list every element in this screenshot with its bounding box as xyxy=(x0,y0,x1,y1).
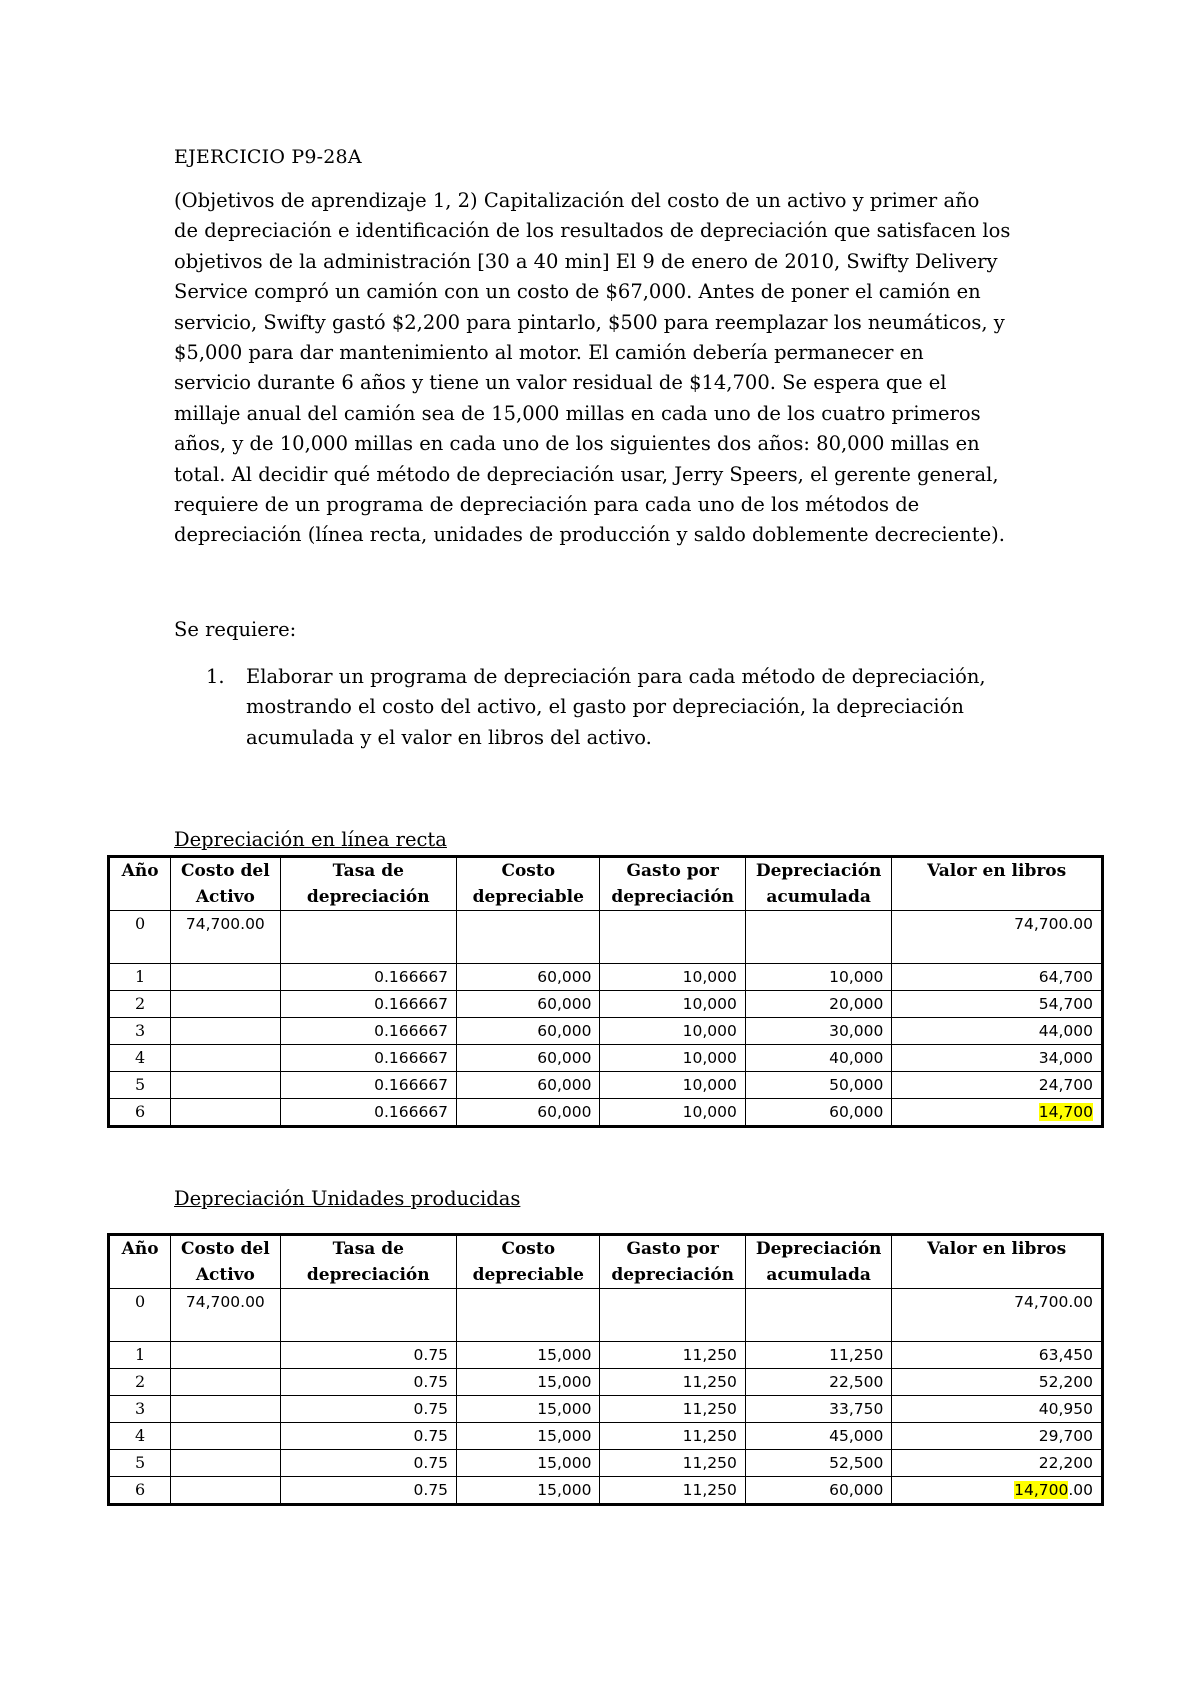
cell-expense: 11,250 xyxy=(600,1477,745,1505)
cell-depreciable-cost: 60,000 xyxy=(457,964,600,991)
cell-year: 5 xyxy=(109,1072,171,1099)
cell-accumulated: 60,000 xyxy=(745,1477,891,1505)
cell-accumulated: 20,000 xyxy=(745,991,891,1018)
cell-year: 0 xyxy=(109,911,171,964)
cell-year: 4 xyxy=(109,1423,171,1450)
table-row xyxy=(109,1423,1103,1450)
header-depreciable-cost: Costo depreciable xyxy=(457,857,600,911)
cell-depreciable-cost: 15,000 xyxy=(457,1342,600,1369)
cell-accumulated: 22,500 xyxy=(745,1369,891,1396)
cell-depreciable-cost: 15,000 xyxy=(457,1450,600,1477)
cell-year: 2 xyxy=(109,991,171,1018)
cell-depreciable-cost xyxy=(457,1289,600,1342)
exercise-title: EJERCICIO P9-28A xyxy=(174,146,362,168)
cell-depreciable-cost: 15,000 xyxy=(457,1477,600,1505)
cell-rate: 0.75 xyxy=(280,1423,457,1450)
cell-accumulated: 11,250 xyxy=(745,1342,891,1369)
cell-depreciable-cost: 60,000 xyxy=(457,1099,600,1127)
cell-depreciable-cost: 15,000 xyxy=(457,1369,600,1396)
cell-asset-cost xyxy=(171,1423,280,1450)
cell-book-value xyxy=(892,1477,1103,1505)
cell-accumulated: 50,000 xyxy=(745,1072,891,1099)
cell-year: 0 xyxy=(109,1289,171,1342)
book-value-suffix: .00 xyxy=(1068,1481,1093,1499)
header-depreciable-cost: Costo depreciable xyxy=(457,1235,600,1289)
cell-asset-cost: 74,700.00 xyxy=(171,911,280,964)
cell-rate: 0.75 xyxy=(280,1477,457,1505)
cell-year: 3 xyxy=(109,1396,171,1423)
cell-accumulated: 30,000 xyxy=(745,1018,891,1045)
header-book-value: Valor en libros xyxy=(892,857,1103,911)
table-row xyxy=(109,1072,1103,1099)
cell-asset-cost xyxy=(171,1072,280,1099)
table-row xyxy=(109,1396,1103,1423)
header-rate: Tasa de depreciación xyxy=(280,857,457,911)
cell-rate: 0.75 xyxy=(280,1450,457,1477)
cell-expense: 10,000 xyxy=(600,1072,745,1099)
table-row xyxy=(109,1369,1103,1396)
cell-accumulated: 33,750 xyxy=(745,1396,891,1423)
straight-line-caption: Depreciación en línea recta xyxy=(174,828,447,851)
cell-expense: 10,000 xyxy=(600,964,745,991)
exercise-statement: (Objetivos de aprendizaje 1, 2) Capitalización del costo de un activo y primer año de depreciación e identificación de los resultados de depreciación que satisfacen los objetivos de la administración [30 a 40 min] El 9 de enero de 2010, Swifty Delivery Service compró un camión con un costo de $67,000. Antes de poner el camión en servicio, Swifty gastó $2,200 para pintarlo, $500 para reemplazar los neumáticos, y $5,000 para dar mantenimiento al motor. El camión debería permanecer en servicio durante 6 años y tiene un valor residual de $14,700. Se espera que el millaje anual del camión sea de 15,000 millas en cada uno de los cuatro primeros años, y de 10,000 millas en cada uno de los siguientes dos años: 80,000 millas en total. Al decidir qué método de depreciación usar, Jerry Speers, el gerente general, requiere de un programa de depreciación para cada uno de los métodos de depreciación (línea recta, unidades de producción y saldo doblemente decreciente). xyxy=(174,189,1011,547)
required-label: Se requiere: xyxy=(174,618,297,641)
cell-rate: 0.75 xyxy=(280,1396,457,1423)
cell-asset-cost xyxy=(171,1396,280,1423)
table-row xyxy=(109,1450,1103,1477)
table-row xyxy=(109,1099,1103,1127)
cell-rate: 0.166667 xyxy=(280,964,457,991)
cell-depreciable-cost xyxy=(457,911,600,964)
cell-expense: 10,000 xyxy=(600,1018,745,1045)
highlighted-book-value: 14,700 xyxy=(1038,1103,1093,1121)
cell-year: 3 xyxy=(109,1018,171,1045)
table-row xyxy=(109,1045,1103,1072)
cell-depreciable-cost: 60,000 xyxy=(457,1018,600,1045)
cell-expense xyxy=(600,911,745,964)
table-row xyxy=(109,1477,1103,1505)
cell-rate: 0.166667 xyxy=(280,1018,457,1045)
cell-expense: 11,250 xyxy=(600,1423,745,1450)
cell-expense: 11,250 xyxy=(600,1396,745,1423)
straight-line-table xyxy=(107,855,1104,1128)
cell-asset-cost xyxy=(171,1018,280,1045)
table-header-row xyxy=(109,857,1103,911)
highlighted-book-value: 14,700 xyxy=(1014,1481,1069,1499)
cell-rate: 0.166667 xyxy=(280,991,457,1018)
table-row xyxy=(109,911,1103,964)
cell-rate xyxy=(280,1289,457,1342)
cell-accumulated xyxy=(745,1289,891,1342)
requirement-text: Elaborar un programa de depreciación para cada método de depreciación, mostrando el costo del activo, el gasto por depreciación, la depreciación acumulada y el valor en libros del activo. xyxy=(246,665,986,749)
header-book-value: Valor en libros xyxy=(892,1235,1103,1289)
header-expense: Gasto por depreciación xyxy=(600,1235,745,1289)
cell-rate xyxy=(280,911,457,964)
cell-expense: 10,000 xyxy=(600,1099,745,1127)
cell-expense: 10,000 xyxy=(600,1045,745,1072)
cell-book-value: 40,950 xyxy=(892,1396,1103,1423)
units-caption: Depreciación Unidades producidas xyxy=(174,1187,521,1210)
cell-asset-cost xyxy=(171,1369,280,1396)
cell-asset-cost xyxy=(171,1450,280,1477)
cell-book-value: 64,700 xyxy=(892,964,1103,991)
table-row xyxy=(109,1018,1103,1045)
cell-depreciable-cost: 60,000 xyxy=(457,991,600,1018)
cell-rate: 0.166667 xyxy=(280,1045,457,1072)
cell-asset-cost xyxy=(171,1342,280,1369)
cell-asset-cost xyxy=(171,1477,280,1505)
header-rate: Tasa de depreciación xyxy=(280,1235,457,1289)
cell-rate: 0.75 xyxy=(280,1369,457,1396)
table-row xyxy=(109,1342,1103,1369)
header-year: Año xyxy=(109,857,171,911)
cell-accumulated: 40,000 xyxy=(745,1045,891,1072)
cell-book-value: 44,000 xyxy=(892,1018,1103,1045)
cell-depreciable-cost: 60,000 xyxy=(457,1045,600,1072)
cell-expense: 11,250 xyxy=(600,1369,745,1396)
cell-year: 6 xyxy=(109,1099,171,1127)
cell-depreciable-cost: 15,000 xyxy=(457,1423,600,1450)
cell-rate: 0.75 xyxy=(280,1342,457,1369)
cell-accumulated: 60,000 xyxy=(745,1099,891,1127)
table-row xyxy=(109,1289,1103,1342)
cell-book-value: 29,700 xyxy=(892,1423,1103,1450)
cell-asset-cost: 74,700.00 xyxy=(171,1289,280,1342)
cell-depreciable-cost: 60,000 xyxy=(457,1072,600,1099)
cell-expense: 11,250 xyxy=(600,1450,745,1477)
cell-year: 1 xyxy=(109,1342,171,1369)
cell-rate: 0.166667 xyxy=(280,1099,457,1127)
table-header-row xyxy=(109,1235,1103,1289)
requirement-number: 1. xyxy=(206,665,225,688)
table-row xyxy=(109,991,1103,1018)
cell-rate: 0.166667 xyxy=(280,1072,457,1099)
header-asset-cost: Costo del Activo xyxy=(171,857,280,911)
cell-accumulated: 10,000 xyxy=(745,964,891,991)
cell-book-value: 54,700 xyxy=(892,991,1103,1018)
units-table xyxy=(107,1233,1104,1506)
cell-year: 1 xyxy=(109,964,171,991)
header-asset-cost: Costo del Activo xyxy=(171,1235,280,1289)
cell-book-value: 74,700.00 xyxy=(892,911,1103,964)
cell-book-value: 52,200 xyxy=(892,1369,1103,1396)
cell-expense xyxy=(600,1289,745,1342)
cell-asset-cost xyxy=(171,1045,280,1072)
cell-asset-cost xyxy=(171,991,280,1018)
cell-book-value: 74,700.00 xyxy=(892,1289,1103,1342)
cell-accumulated: 52,500 xyxy=(745,1450,891,1477)
header-accumulated: Depreciación acumulada xyxy=(745,857,891,911)
cell-accumulated xyxy=(745,911,891,964)
header-year: Año xyxy=(109,1235,171,1289)
cell-depreciable-cost: 15,000 xyxy=(457,1396,600,1423)
cell-book-value: 24,700 xyxy=(892,1072,1103,1099)
table-row xyxy=(109,964,1103,991)
cell-book-value xyxy=(892,1099,1103,1127)
cell-expense: 11,250 xyxy=(600,1342,745,1369)
cell-year: 6 xyxy=(109,1477,171,1505)
cell-book-value: 22,200 xyxy=(892,1450,1103,1477)
cell-year: 4 xyxy=(109,1045,171,1072)
cell-asset-cost xyxy=(171,1099,280,1127)
cell-expense: 10,000 xyxy=(600,991,745,1018)
header-accumulated: Depreciación acumulada xyxy=(745,1235,891,1289)
cell-year: 2 xyxy=(109,1369,171,1396)
cell-book-value: 34,000 xyxy=(892,1045,1103,1072)
cell-accumulated: 45,000 xyxy=(745,1423,891,1450)
cell-asset-cost xyxy=(171,964,280,991)
header-expense: Gasto por depreciación xyxy=(600,857,745,911)
cell-book-value: 63,450 xyxy=(892,1342,1103,1369)
cell-year: 5 xyxy=(109,1450,171,1477)
